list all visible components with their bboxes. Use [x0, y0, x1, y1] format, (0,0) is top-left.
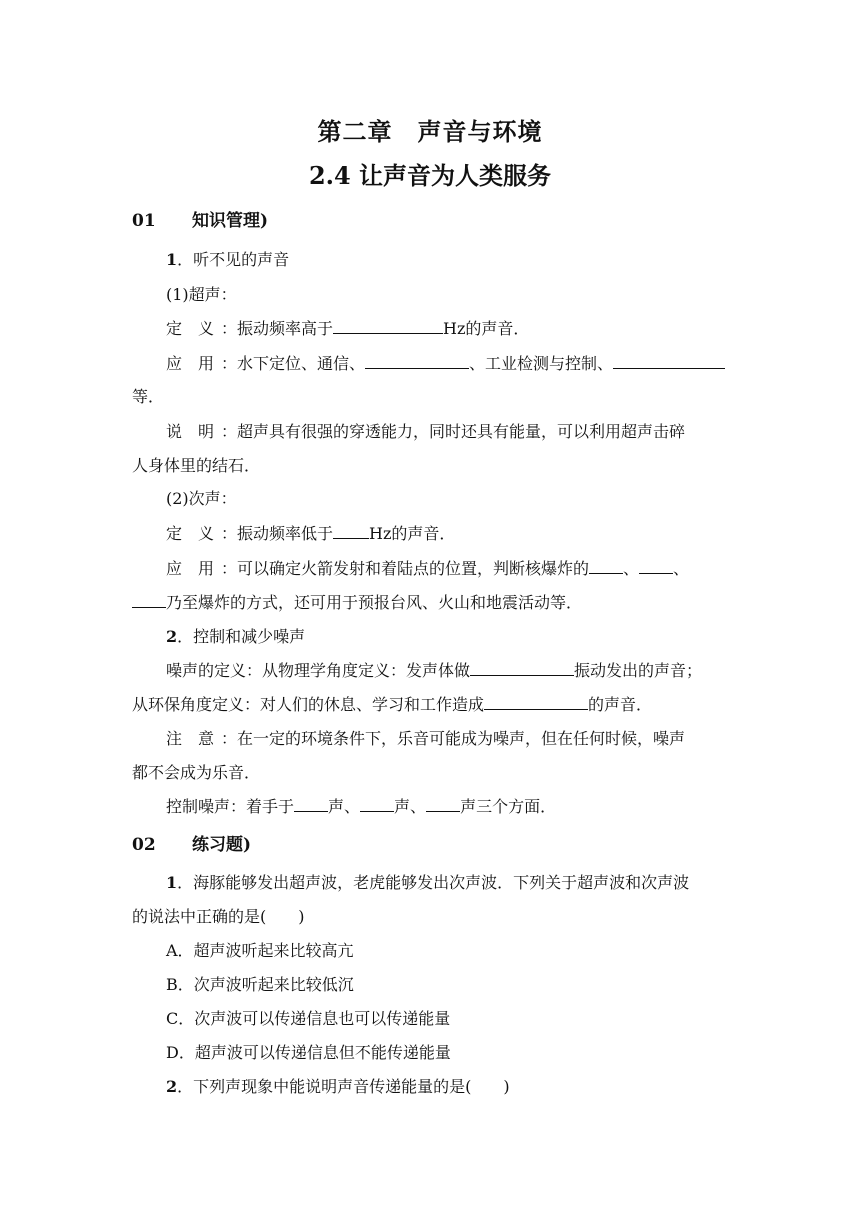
text-fragment: 从环保角度定义：对人们的休息、学习和工作造成 — [132, 695, 485, 714]
infrasound-definition — [166, 521, 455, 544]
definition-label: 定 义 — [166, 524, 215, 543]
text-continuation: 人身体里的结石． — [132, 456, 261, 475]
chapter-title: 第二章 声音与环境 — [317, 117, 543, 146]
text-fragment: ：振动频率低于 — [221, 524, 334, 543]
text-fragment: ：振动频率高于 — [221, 319, 334, 338]
subheading-number: 2 — [166, 627, 178, 646]
text-continuation — [132, 590, 582, 613]
part-number: 02 — [132, 835, 156, 855]
answer-blank[interactable] — [360, 797, 394, 812]
question-1-option-d[interactable]: D．超声波可以传递信息但不能传递能量 — [166, 1043, 451, 1062]
attention-label: 注 意 — [166, 729, 215, 748]
answer-blank[interactable] — [613, 354, 725, 369]
text-continuation: 等． — [132, 387, 165, 406]
text-fragment: ：超声具有很强的穿透能力，同时还具有能量，可以利用超声击碎 — [221, 422, 686, 441]
part-number: 01 — [132, 211, 156, 231]
definition-label: 定 义 — [166, 319, 215, 338]
text-fragment: ．下列声现象中能说明声音传递能量的是( ) — [177, 1077, 510, 1096]
application-label: 应 用 — [166, 559, 215, 578]
application-label: 应 用 — [166, 354, 215, 373]
text-fragment: 、 — [623, 559, 640, 578]
subheading-noise: 2．控制和减少噪声 — [166, 627, 306, 646]
infrasound-label: (2)次声： — [166, 489, 237, 508]
text-fragment: Hz的声音． — [369, 524, 456, 543]
text-fragment: 声、 — [328, 797, 361, 816]
text-fragment: ：着手于 — [230, 797, 295, 816]
question-1-stem — [166, 870, 689, 893]
part-title: 练习题) — [192, 835, 252, 855]
text-fragment: 声、 — [394, 797, 427, 816]
answer-blank[interactable] — [470, 661, 574, 676]
text-fragment: ：可以确定火箭发射和着陆点的位置，判断核爆炸的 — [221, 559, 590, 578]
answer-blank[interactable] — [333, 524, 369, 539]
text-fragment: ：水下定位、通信、 — [221, 354, 366, 373]
text-fragment: 乃至爆炸的方式，还可用于预报台风、火山和地震活动等． — [166, 593, 583, 612]
text-fragment: ．海豚能够发出超声波，老虎能够发出次声波．下列关于超声波和次声波 — [177, 873, 690, 892]
question-1-option-b[interactable]: B．次声波听起来比较低沉 — [166, 975, 354, 994]
text-fragment: 声三个方面． — [460, 797, 557, 816]
answer-blank[interactable] — [589, 559, 623, 574]
ultrasound-label: (1)超声： — [166, 285, 237, 304]
text-fragment: ：在一定的环境条件下，乐音可能成为噪声，但在任何时候，噪声 — [221, 729, 686, 748]
part-heading-knowledge — [132, 206, 268, 231]
question-1-option-c[interactable]: C．次声波可以传递信息也可以传递能量 — [166, 1009, 451, 1028]
answer-blank[interactable] — [484, 695, 588, 710]
subheading-text: 听不见的声音 — [193, 250, 290, 269]
text-continuation — [132, 692, 652, 715]
ultrasound-note — [166, 419, 685, 442]
ultrasound-definition — [166, 316, 529, 339]
text-fragment: 、工业检测与控制、 — [469, 354, 614, 373]
text-continuation: 的说法中正确的是( ) — [132, 907, 305, 926]
answer-blank[interactable] — [365, 354, 469, 369]
control-label: 控制噪声 — [166, 797, 231, 816]
part-title: 知识管理) — [192, 211, 269, 231]
answer-blank[interactable] — [639, 559, 673, 574]
question-2-stem — [166, 1074, 510, 1097]
text-fragment: 振动发出的声音； — [574, 661, 703, 680]
text-fragment: Hz的声音． — [443, 319, 530, 338]
note-label: 说 明 — [166, 422, 215, 441]
text-fragment: ：从物理学角度定义：发声体做 — [246, 661, 471, 680]
ultrasound-application — [166, 351, 725, 374]
attention-note — [166, 726, 685, 749]
question-number: 1 — [166, 873, 178, 892]
infrasound-application — [166, 556, 689, 579]
noise-control — [166, 794, 556, 817]
noise-label: 噪声的定义 — [166, 661, 247, 680]
subheading-number: 1 — [166, 250, 178, 269]
answer-blank[interactable] — [132, 593, 166, 608]
part-heading-exercises — [132, 830, 251, 855]
text-fragment: 的声音． — [588, 695, 653, 714]
section-title: 2.4 让声音为人类服务 — [308, 161, 552, 190]
text-fragment: 、 — [673, 559, 690, 578]
answer-blank[interactable] — [333, 319, 443, 334]
question-1-option-a[interactable]: A．超声波听起来比较高亢 — [166, 941, 354, 960]
answer-blank[interactable] — [426, 797, 460, 812]
question-number: 2 — [166, 1077, 178, 1096]
noise-definition — [166, 658, 702, 681]
subheading-inaudible: 1．听不见的声音 — [166, 250, 290, 269]
answer-blank[interactable] — [294, 797, 328, 812]
text-continuation: 都不会成为乐音． — [132, 763, 261, 782]
subheading-text: 控制和减少噪声 — [193, 627, 306, 646]
